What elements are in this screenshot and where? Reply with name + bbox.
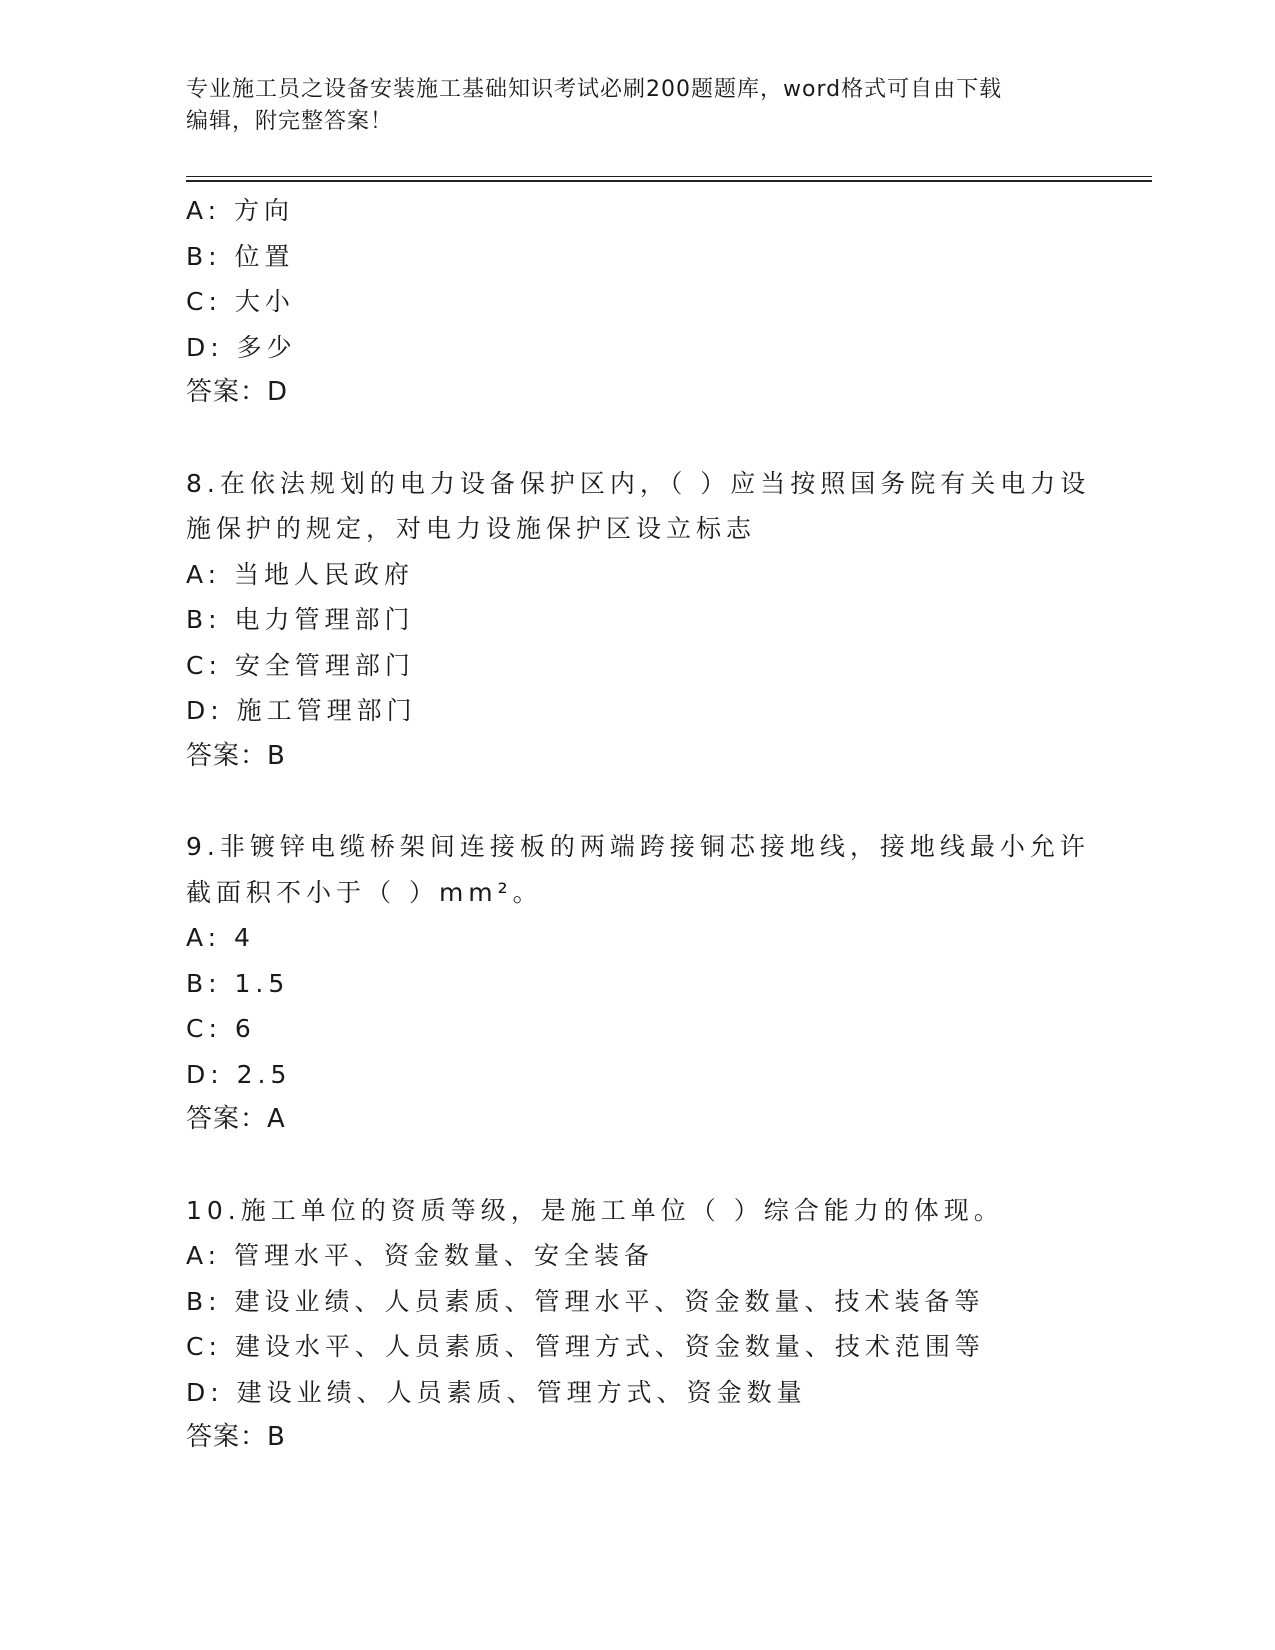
option-a: A: 当地人民政府 [186,559,415,589]
question-stem: 8.在依法规划的电力设备保护区内，（ ）应当按照国务院有关电力设 [186,468,1091,498]
option-a: A: 方向 [186,196,295,225]
question-9 [186,824,1090,1143]
header-title-line-2: 编辑，附完整答案！ [186,109,394,134]
option-b: B: 电力管理部门 [186,605,415,634]
question-list [186,188,1091,1461]
question-stem-continued: 施保护的规定，对电力设施保护区设立标志 [186,514,757,543]
option-d: D: 多少 [186,332,297,362]
answer-line: 答案：B [186,1422,286,1452]
answer-line: 答案：B [186,740,286,771]
question-stem: 10.施工单位的资质等级，是施工单位（ ）综合能力的体现。 [186,1195,1004,1225]
option-d: D: 施工管理部门 [186,696,417,725]
spacer [186,779,1086,824]
option-c: C: 建设水平、人员素质、管理方式、资金数量、技术范围等 [186,1332,985,1361]
option-d: D: 建设业绩、人员素质、管理方式、资金数量 [186,1377,807,1407]
question-8 [186,461,1091,780]
question-stem-continued: 截面积不小于（ ）mm²。 [186,877,543,907]
option-c: C: 安全管理部门 [186,650,415,680]
question-7 [186,188,1086,416]
header-divider-thick [186,180,1152,182]
document-header [186,74,1066,138]
option-c: C: 6 [186,1014,256,1043]
option-a: A: 4 [186,923,255,952]
option-b: B: 位置 [186,241,295,271]
header-divider-thin [186,176,1152,177]
option-b: B: 建设业绩、人员素质、管理水平、资金数量、技术装备等 [186,1286,985,1316]
header-title-line-1: 专业施工员之设备安装施工基础知识考试必刷200题题库，word格式可自由下载 [186,77,1003,102]
answer-line: 答案：A [186,1104,286,1134]
option-b: B: 1.5 [186,968,290,998]
spacer [186,1143,1086,1188]
option-c: C: 大小 [186,287,295,316]
option-d: D: 2.5 [186,1059,292,1089]
question-10 [186,1188,1086,1461]
answer-line: 答案：D [186,377,289,407]
spacer [186,416,1086,461]
option-a: A: 管理水平、资金数量、安全装备 [186,1241,655,1270]
question-stem: 9.非镀锌电缆桥架间连接板的两端跨接铜芯接地线，接地线最小允许 [186,832,1090,861]
